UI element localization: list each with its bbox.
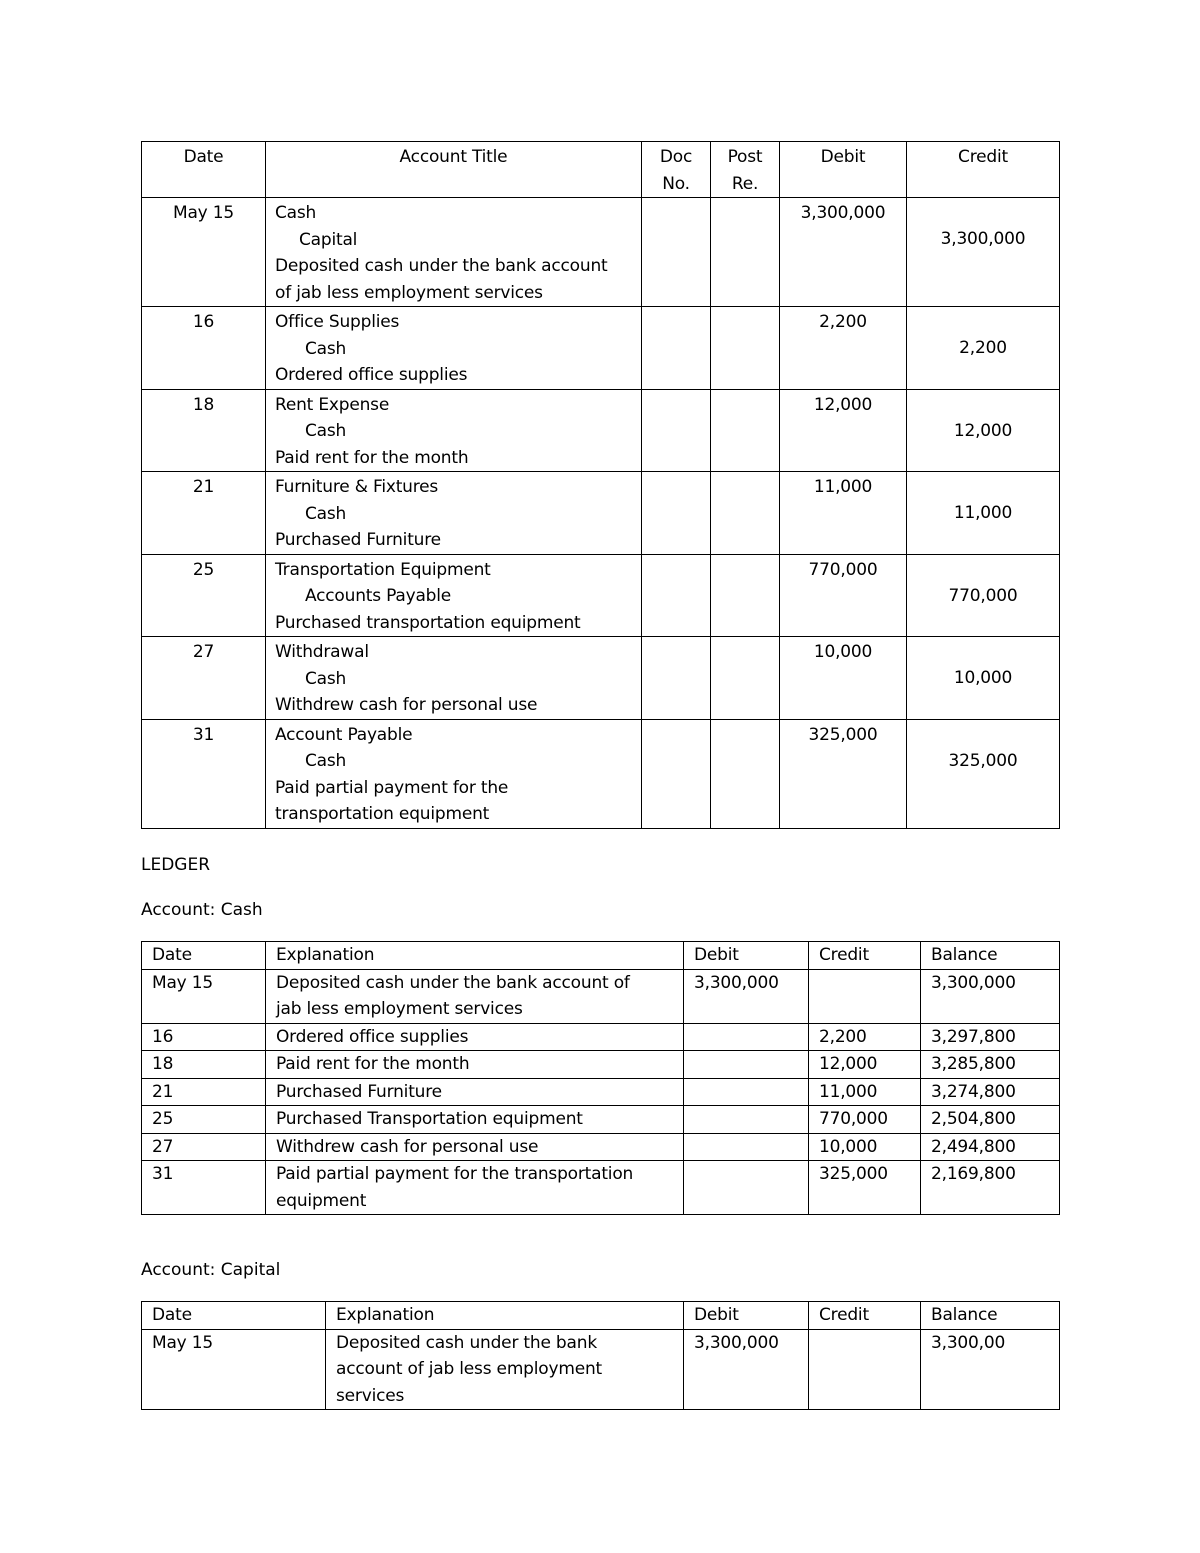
capital-account-title: Account: Capital — [141, 1260, 281, 1280]
journal-row — [142, 554, 1060, 637]
journal-header-date: Date — [142, 142, 266, 198]
ledger-row — [142, 1133, 1060, 1161]
journal-post-ref — [711, 719, 780, 828]
ledger-explanation: Deposited cash under the bank account of jab less employment services — [266, 969, 684, 1023]
journal-debit: 12,000 — [780, 389, 907, 472]
journal-debit: 11,000 — [780, 472, 907, 555]
journal-date: 27 — [142, 637, 266, 720]
ledger-credit: 325,000 — [809, 1161, 921, 1215]
ledger-debit — [684, 1161, 809, 1215]
ledger-credit: 770,000 — [809, 1106, 921, 1134]
ledger-row — [142, 1023, 1060, 1051]
journal-table — [141, 141, 1060, 829]
journal-account-cell — [266, 472, 642, 555]
debit-account: Account Payable — [275, 724, 413, 745]
ledger-credit — [809, 969, 921, 1023]
ledger-credit: 10,000 — [809, 1133, 921, 1161]
ledger-debit — [684, 1023, 809, 1051]
ledger-explanation: Deposited cash under the bank account of jab less employment services — [326, 1329, 684, 1410]
credit-account: Capital — [299, 229, 358, 250]
explanation: Deposited cash under the bank account — [275, 256, 608, 276]
ledger-row — [142, 1161, 1060, 1215]
journal-date: 25 — [142, 554, 266, 637]
ledger-header-explanation: Explanation — [266, 942, 684, 970]
journal-debit: 3,300,000 — [780, 198, 907, 307]
ledger-header-row — [142, 1302, 1060, 1330]
journal-account-cell — [266, 554, 642, 637]
journal-post-ref — [711, 554, 780, 637]
ledger-explanation: Paid rent for the month — [266, 1051, 684, 1079]
debit-account: Transportation Equipment — [275, 559, 491, 580]
explanation: Paid partial payment for the — [275, 777, 509, 798]
journal-account-cell — [266, 307, 642, 390]
journal-debit: 2,200 — [780, 307, 907, 390]
journal-row — [142, 198, 1060, 307]
journal-header-credit: Credit — [907, 142, 1060, 198]
ledger-date: 16 — [142, 1023, 266, 1051]
ledger-date: 25 — [142, 1106, 266, 1134]
ledger-header-date: Date — [142, 1302, 326, 1330]
ledger-date: 21 — [142, 1078, 266, 1106]
ledger-balance: 2,504,800 — [921, 1106, 1060, 1134]
debit-account: Office Supplies — [275, 312, 400, 332]
journal-account-cell — [266, 389, 642, 472]
journal-date: May 15 — [142, 198, 266, 307]
cash-account-title: Account: Cash — [141, 900, 263, 920]
ledger-date: 27 — [142, 1133, 266, 1161]
journal-credit: 2,200 — [907, 307, 1060, 390]
journal-debit: 10,000 — [780, 637, 907, 720]
debit-account: Rent Expense — [275, 394, 390, 415]
ledger-debit: 3,300,000 — [684, 969, 809, 1023]
ledger-date: May 15 — [142, 969, 266, 1023]
ledger-debit: 3,300,000 — [684, 1329, 809, 1410]
journal-row — [142, 389, 1060, 472]
journal-doc-no — [642, 554, 711, 637]
ledger-header-explanation: Explanation — [326, 1302, 684, 1330]
credit-account: Accounts Payable — [305, 586, 452, 606]
explanation: Purchased Furniture — [275, 530, 441, 550]
journal-post-ref — [711, 307, 780, 390]
credit-account: Cash — [305, 338, 347, 359]
ledger-date: May 15 — [142, 1329, 326, 1410]
ledger-debit — [684, 1133, 809, 1161]
journal-header-debit: Debit — [780, 142, 907, 198]
cash-ledger-table — [141, 941, 1060, 1215]
journal-debit: 770,000 — [780, 554, 907, 637]
ledger-header-date: Date — [142, 942, 266, 970]
ledger-row — [142, 1329, 1060, 1410]
explanation: Paid rent for the month — [275, 447, 469, 468]
journal-date: 16 — [142, 307, 266, 390]
journal-debit: 325,000 — [780, 719, 907, 828]
ledger-header-debit: Debit — [684, 1302, 809, 1330]
ledger-debit — [684, 1051, 809, 1079]
ledger-explanation: Purchased Furniture — [266, 1078, 684, 1106]
journal-account-cell — [266, 198, 642, 307]
journal-header-post-ref: Post Re. — [711, 142, 780, 198]
ledger-credit: 12,000 — [809, 1051, 921, 1079]
journal-date: 18 — [142, 389, 266, 472]
journal-post-ref — [711, 389, 780, 472]
ledger-explanation: Ordered office supplies — [266, 1023, 684, 1051]
ledger-balance: 3,285,800 — [921, 1051, 1060, 1079]
journal-date: 21 — [142, 472, 266, 555]
credit-account: Cash — [305, 668, 347, 689]
ledger-credit: 11,000 — [809, 1078, 921, 1106]
explanation: Withdrew cash for personal use — [275, 695, 538, 715]
journal-doc-no — [642, 637, 711, 720]
journal-doc-no — [642, 472, 711, 555]
ledger-credit: 2,200 — [809, 1023, 921, 1051]
journal-credit: 770,000 — [907, 554, 1060, 637]
ledger-header-credit: Credit — [809, 942, 921, 970]
journal-credit: 3,300,000 — [907, 198, 1060, 307]
ledger-explanation: Paid partial payment for the transportation equipment — [266, 1161, 684, 1215]
journal-doc-no — [642, 389, 711, 472]
ledger-header-debit: Debit — [684, 942, 809, 970]
journal-row — [142, 307, 1060, 390]
ledger-balance: 3,274,800 — [921, 1078, 1060, 1106]
journal-header-doc-no: Doc No. — [642, 142, 711, 198]
credit-account: Cash — [305, 751, 347, 771]
explanation: Ordered office supplies — [275, 365, 468, 385]
capital-ledger-table — [141, 1301, 1060, 1410]
ledger-debit — [684, 1106, 809, 1134]
journal-post-ref — [711, 637, 780, 720]
ledger-header-balance: Balance — [921, 1302, 1060, 1330]
journal-account-cell — [266, 719, 642, 828]
ledger-balance: 3,297,800 — [921, 1023, 1060, 1051]
journal-doc-no — [642, 307, 711, 390]
ledger-heading: LEDGER — [141, 855, 211, 875]
journal-account-cell — [266, 637, 642, 720]
explanation: of jab less employment services — [275, 282, 543, 303]
explanation: Purchased transportation equipment — [275, 612, 581, 633]
debit-account: Furniture & Fixtures — [275, 477, 439, 497]
ledger-row — [142, 1078, 1060, 1106]
ledger-explanation: Purchased Transportation equipment — [266, 1106, 684, 1134]
credit-account: Cash — [305, 503, 347, 524]
ledger-balance: 3,300,00 — [921, 1329, 1060, 1410]
journal-row — [142, 719, 1060, 828]
ledger-header-balance: Balance — [921, 942, 1060, 970]
debit-account: Cash — [275, 203, 317, 223]
journal-row — [142, 637, 1060, 720]
journal-doc-no — [642, 719, 711, 828]
ledger-credit — [809, 1329, 921, 1410]
debit-account: Withdrawal — [275, 642, 369, 662]
ledger-row — [142, 969, 1060, 1023]
journal-credit: 325,000 — [907, 719, 1060, 828]
ledger-header-credit: Credit — [809, 1302, 921, 1330]
journal-post-ref — [711, 472, 780, 555]
journal-date: 31 — [142, 719, 266, 828]
journal-row — [142, 472, 1060, 555]
journal-credit: 10,000 — [907, 637, 1060, 720]
ledger-row — [142, 1051, 1060, 1079]
journal-header-account-title: Account Title — [266, 142, 642, 198]
journal-post-ref — [711, 198, 780, 307]
journal-doc-no — [642, 198, 711, 307]
credit-account: Cash — [305, 421, 347, 441]
ledger-balance: 2,169,800 — [921, 1161, 1060, 1215]
ledger-debit — [684, 1078, 809, 1106]
journal-credit: 11,000 — [907, 472, 1060, 555]
ledger-row — [142, 1106, 1060, 1134]
ledger-date: 18 — [142, 1051, 266, 1079]
ledger-date: 31 — [142, 1161, 266, 1215]
ledger-header-row — [142, 942, 1060, 970]
journal-header-row — [142, 142, 1060, 198]
journal-credit: 12,000 — [907, 389, 1060, 472]
ledger-balance: 3,300,000 — [921, 969, 1060, 1023]
ledger-explanation: Withdrew cash for personal use — [266, 1133, 684, 1161]
ledger-balance: 2,494,800 — [921, 1133, 1060, 1161]
explanation: transportation equipment — [275, 804, 490, 824]
